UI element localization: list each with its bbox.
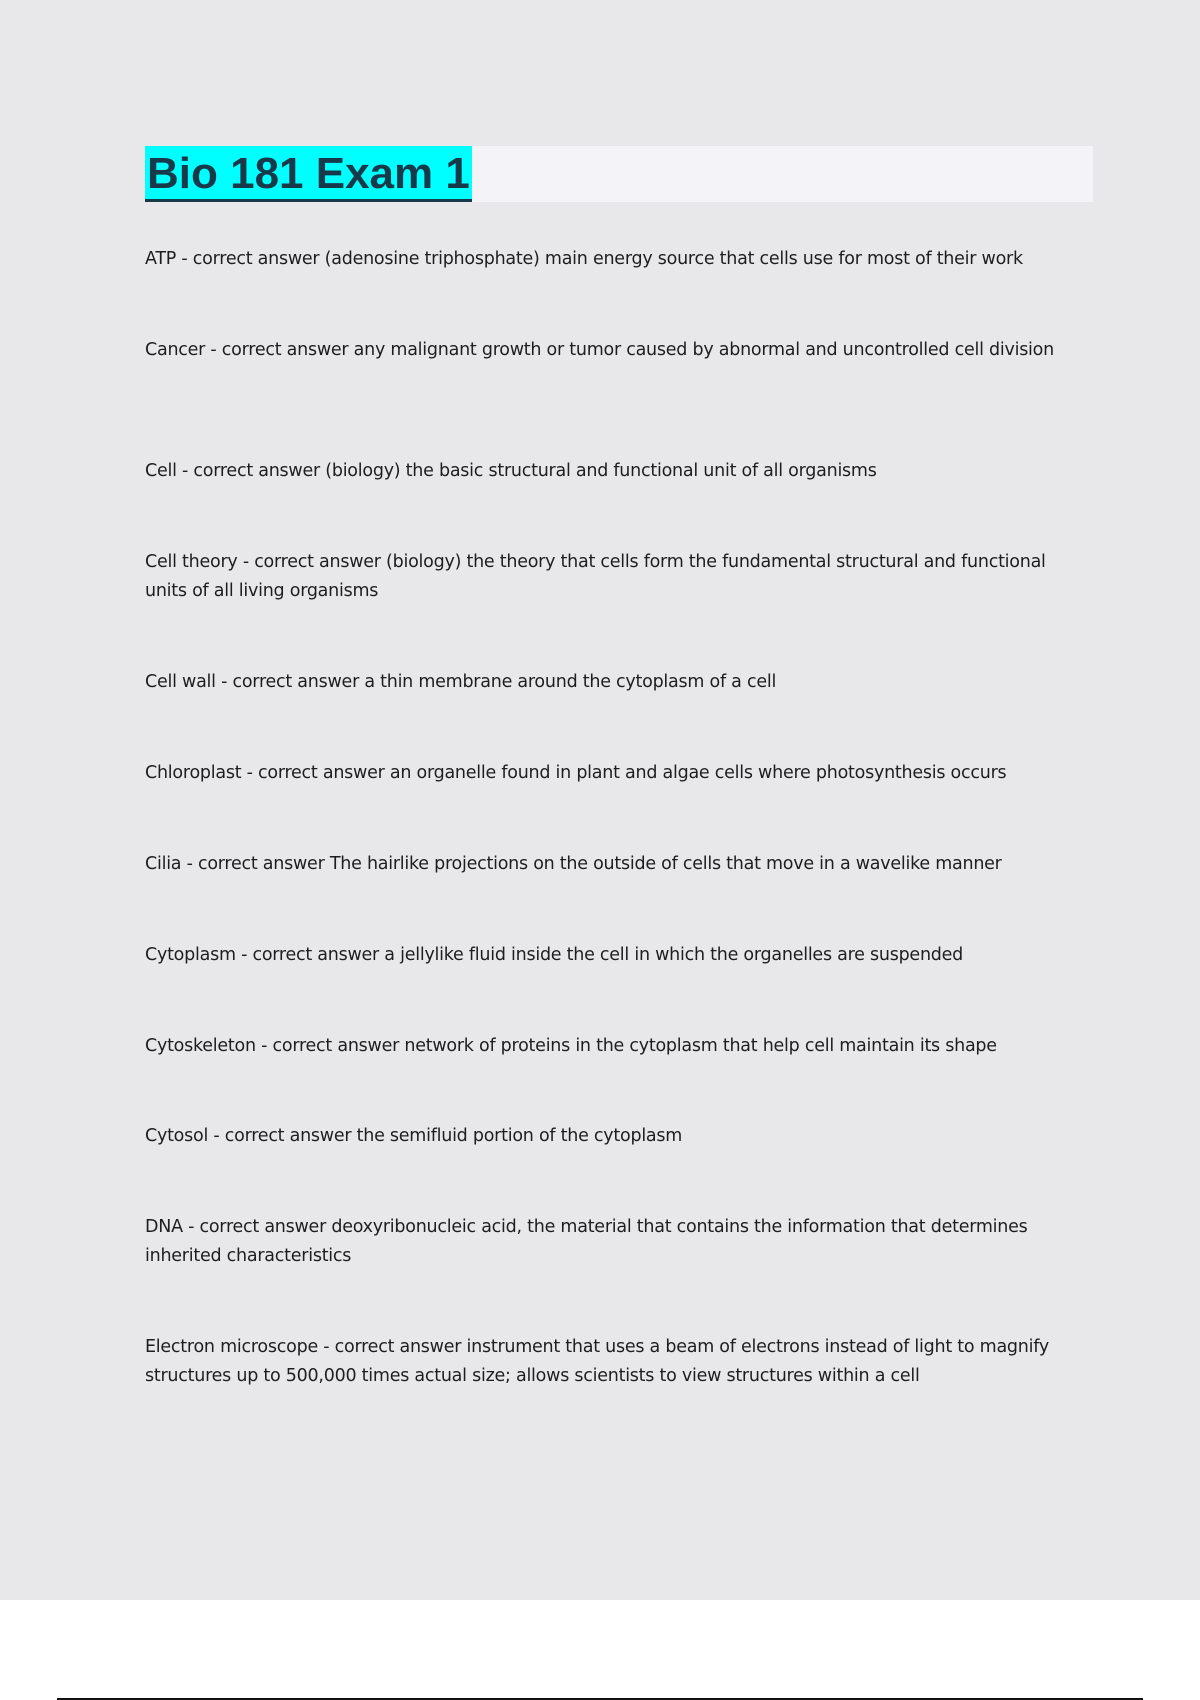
flashcard-entry-chloroplast: Chloroplast - correct answer an organelle found in plant and algae cells where photosynthesis occurs <box>145 763 1007 783</box>
flashcard-entry-cell-wall: Cell wall - correct answer a thin membrane around the cytoplasm of a cell <box>145 672 777 692</box>
flashcard-entry-cytoplasm: Cytoplasm - correct answer a jellylike fluid inside the cell in which the organelles are suspended <box>145 945 964 965</box>
flashcard-entry-cytosol: Cytosol - correct answer the semifluid portion of the cytoplasm <box>145 1126 683 1146</box>
flashcard-entry-cilia: Cilia - correct answer The hairlike projections on the outside of cells that move in a wavelike manner <box>145 854 1002 874</box>
flashcard-entry-electron-microscope: Electron microscope - correct answer instrument that uses a beam of electrons instead of light to magnify structures up to 500,000 times actual size; allows scientists to view structures within a cell <box>145 1337 1049 1386</box>
flashcard-entry-cancer: Cancer - correct answer any malignant growth or tumor caused by abnormal and uncontrolled cell division <box>145 340 1054 360</box>
flashcard-entry-dna: DNA - correct answer deoxyribonucleic acid, the material that contains the information that determines inherited characteristics <box>145 1217 1028 1266</box>
flashcard-entry-cell: Cell - correct answer (biology) the basic structural and functional unit of all organisms <box>145 461 877 481</box>
flashcard-entry-cytoskeleton: Cytoskeleton - correct answer network of proteins in the cytoplasm that help cell maintain its shape <box>145 1036 997 1056</box>
flashcard-entry-cell-theory: Cell theory - correct answer (biology) the theory that cells form the fundamental structural and functional units of all living organisms <box>145 552 1046 601</box>
document-title: Bio 181 Exam 1 <box>145 146 472 202</box>
flashcard-entry-atp: ATP - correct answer (adenosine triphosphate) main energy source that cells use for most of their work <box>145 249 1023 269</box>
